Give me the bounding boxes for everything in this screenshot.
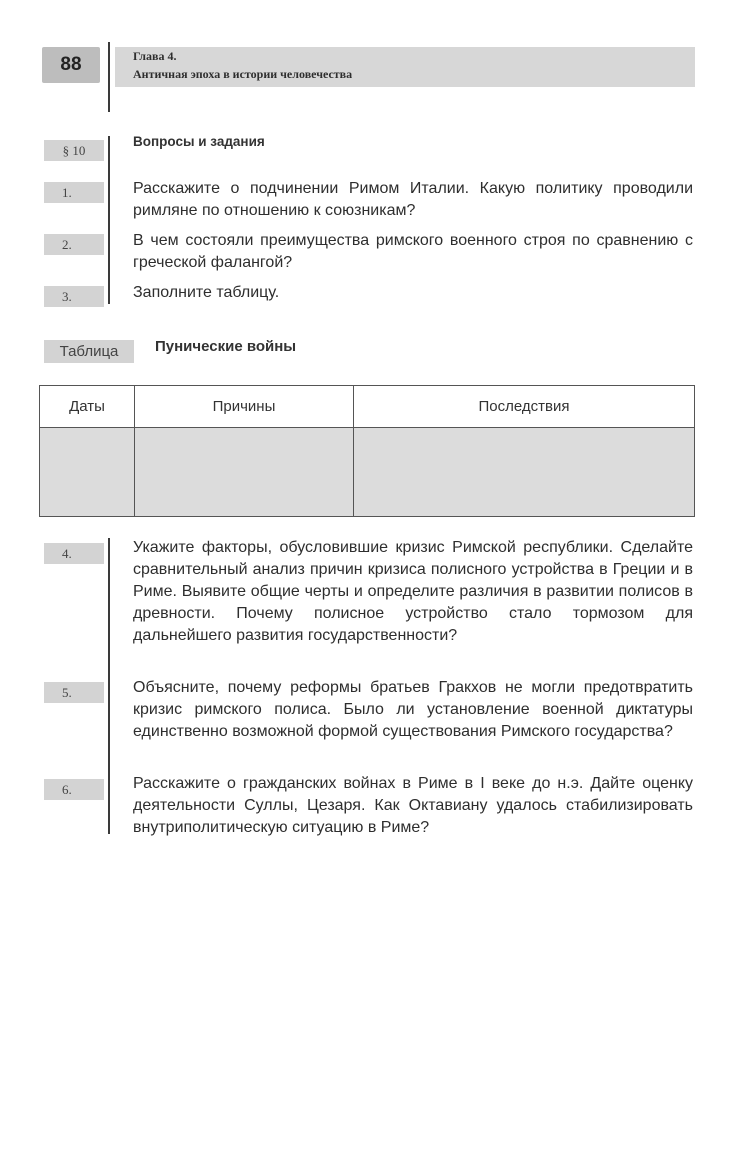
question-text: Объясните, почему реформы братьев Гракхов не могли предотвратить кризис римского полиса. Было ли установление военной диктатуры единственно возможной формой существования Римского государства? [133,679,693,740]
table-cell-consequences[interactable] [354,428,695,517]
question-number: 4. [44,543,104,564]
column-header-dates: Даты [40,386,135,428]
column-header-consequences: Последствия [354,386,695,428]
chapter-label: Глава 4. [133,49,177,63]
questions-divider-bottom [108,538,110,834]
question-number: 3. [44,286,104,307]
question-number: 2. [44,234,104,255]
section-title: Вопросы и задания [133,134,265,149]
question-number: 6. [44,779,104,800]
table-row [40,428,695,517]
question-text: Заполните таблицу. [133,284,280,301]
questions-divider-top [108,136,110,304]
chapter-title: Античная эпоха в истории человечества [133,67,353,81]
header-divider [108,42,110,112]
question-number: 5. [44,682,104,703]
table-cell-dates[interactable] [40,428,135,517]
question-text: В чем состояли преимущества римского военного строя по сравнению с греческой фалангой? [133,232,693,271]
table-header-row [40,386,695,428]
table-label: Таблица [44,340,134,363]
question-text: Расскажите о подчинении Римом Италии. Какую политику проводили римляне по отношению к союзникам? [133,180,693,219]
punic-wars-table [39,385,695,517]
question-text: Укажите факторы, обусловившие кризис Римской республики. Сделайте сравнительный анализ причин кризиса полисного устройства в Греции и в Риме. Выявите общие черты и определите различия в развитии полисов в древности. Почему полисное устройство стало тормозом для дальнейшего развития государственности? [133,539,693,644]
question-text: Расскажите о гражданских войнах в Риме в I веке до н.э. Дайте оценку деятельности Суллы, Цезаря. Как Октавиану удалось стабилизировать внутриполитическую ситуацию в Риме? [133,775,693,836]
question-number: 1. [44,182,104,203]
table-title: Пунические войны [155,338,297,355]
page-number: 88 [42,47,100,83]
section-label: § 10 [44,140,104,161]
column-header-causes: Причины [135,386,354,428]
table-cell-causes[interactable] [135,428,354,517]
